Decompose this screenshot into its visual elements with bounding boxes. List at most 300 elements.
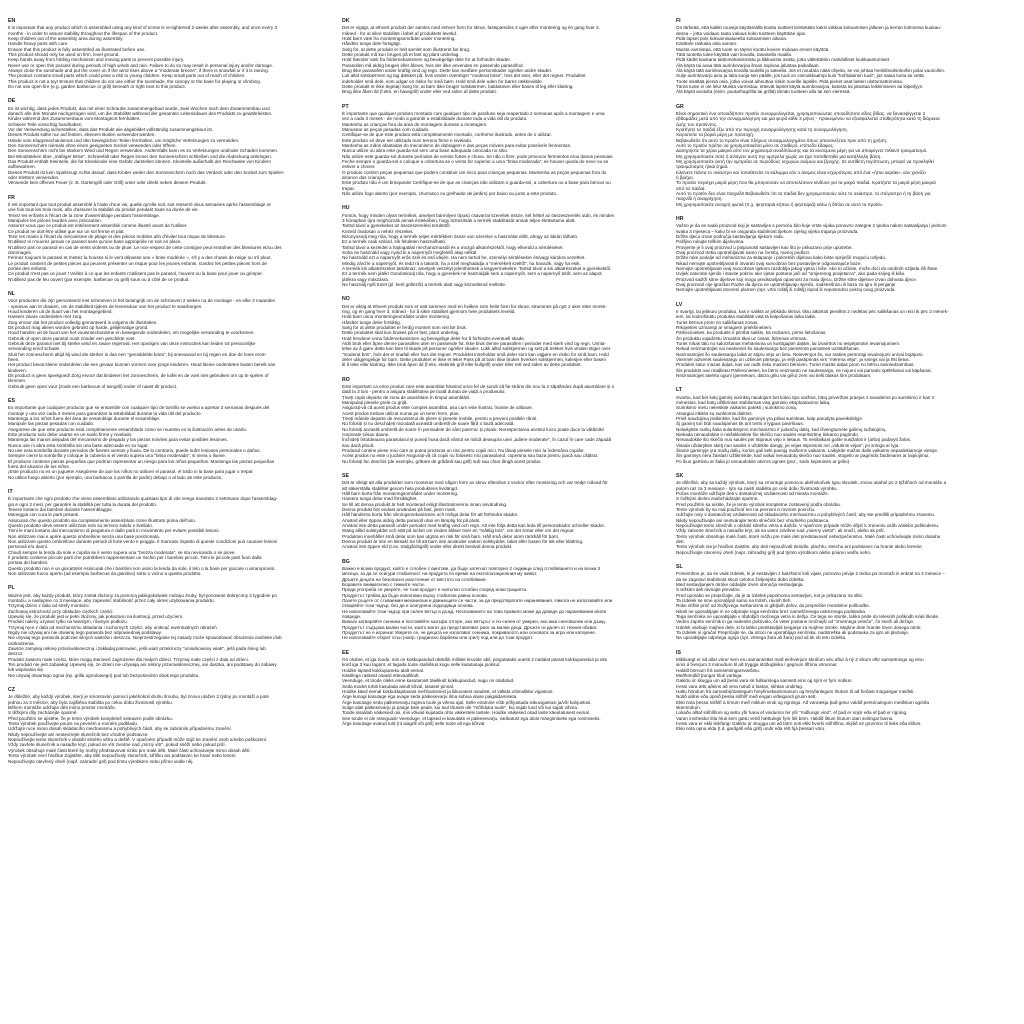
instruction-line: Nikoli ne uporabljajte in ne odpirajte tega senčnika brez nameščenega ustreznega podstavka. <box>676 608 867 614</box>
instruction-line: måned - for at sikre stabilitet i løbet af produktets levetid. <box>342 30 458 36</box>
instruction-line: Det er viktig at ethvert produkt som er satt sammen med en hvilken som helst form for skrue, strammes på nytt 2 uker etter monte- <box>342 303 607 309</box>
instruction-line: Prieš naudojimą įsitikinkite, kad šis gaminys yra pilnai surinktas, kaip parodyta paveikslėlyje. <box>676 415 864 421</box>
instruction-line: ζωής του προϊόντος. <box>676 121 718 127</box>
instruction-line: Držite ruke podalje od mehanizma za sklapanje i pokretnih dijelova kako biste spriječili moguću ozljedu. <box>676 255 887 261</box>
instruction-line: Ez a termék nem játék! Gondoskodj róla, hogy a gyerekek ne használják sem a napernyőt, sem a napernyő tetőt, sem az alapot <box>342 271 602 277</box>
language-code-heading: EE <box>342 649 349 656</box>
instruction-line: portée des enfants. <box>8 266 48 272</box>
instruction-line: oder Klettern verwenden. <box>8 175 60 180</box>
language-section-pl <box>8 585 330 678</box>
instruction-line: Manipule las piezas pesadas con cuidado. <box>8 421 95 427</box>
instruction-line: Varan inniheldur litla hluti sem gætu verið hættulegir fyrir lítil börn. Haldið litlum hlutum utan seilingar barna. <box>676 715 894 721</box>
instruction-line: Pred uporabo se prepričajte, da je ta izdelek popolnoma sestavljen, kot je prikazano na sliki. <box>676 592 863 598</box>
instruction-line: Hold hendene unna foldemekanismen og bevegelige deler for å forhindre eventuell skade. <box>342 335 526 341</box>
instruction-line: Не използвайте открит огън (напр. градинско барбекю или грил) под или до този продукт. <box>342 635 534 641</box>
instruction-line: Kinder während des Zusammenbaus vom Montageort fernhalten. <box>8 116 141 122</box>
instruction-line: Acest produs trebuie utilizat numai pe un teren ferm, plan. <box>342 410 460 416</box>
instruction-line: Ensure that this product is fully assembled as illustrated before use. <box>8 46 146 52</box>
instruction-line: Keep hands away from folding mechanism and moving parts to prevent possible injury. <box>8 57 185 63</box>
instruction-line: Tenere lontano dai bambini durante l'assemblaggio. <box>8 507 113 512</box>
language-code-heading: ES <box>8 398 15 405</box>
instruction-line: Je dôležité, aby sa každý výrobok, ktorý sa zmontuje pomocou akéhokoľvek typu skrutiek, znovu utiahol po 2 týždňoch od montáže a <box>676 480 947 486</box>
instruction-line: Muista varmistaa, että tuote on täysin koottu kuvien mukaan ennen käyttöä. <box>676 46 830 52</box>
instruction-line: Zorg ervoor dat het product volledig gemonteerd is volgens de illustraties. <box>8 319 158 325</box>
language-code-heading: BG <box>342 558 350 565</box>
instruction-line: Svarbu, kad bet kokį gaminį surinktą naudojant bet kokio tipo varžtus, būtų priveržtas praėjus 2 savaitėms po surinkimo ir kas 3 <box>676 394 934 400</box>
instruction-line: месеца, за да се осигури стабилност на продукта по време на експлоатационния му живот. <box>342 571 538 577</box>
instruction-line: Tega senčnika ne uporabljajte v obdobjih močnega vetra in dežja. Če tega ne storite, lahko pride do telesnih poškodb in/ali škode. <box>676 614 940 620</box>
instruction-line: Rīkojieties uzmanīgi ar smagiem priekšmetiem. <box>676 324 773 330</box>
instruction-line: Hold børn væk fra monteringsområdet under montering. <box>342 35 456 41</box>
instruction-line: aufbewahren. <box>8 164 36 170</box>
instruction-line: Visada uždarykite skėtį nuo saulės ir uždėkite dangtį, jei vėjas stipresnis nei „vidutinis vėjas", jei sninga ar lyja. <box>676 442 900 448</box>
instruction-line: Tätä tuotetta tulee käyttää vain kovalla, tasaisella maalla. <box>676 51 793 57</box>
instruction-line: Non utilizzare questo ombrellone durante periodi di forte vento e pioggia. Il mancato rispetto di queste condizioni può causare lesioni <box>8 539 278 545</box>
instruction-line: Parasollen må aldrig bruges eller åbnes, hvis der ikke anvendes en passende parasolfod. <box>342 62 524 68</box>
language-code-heading: NO <box>342 296 350 303</box>
instruction-line: Ce produit ne doit être utilisé que sur un sol ferme et plat. <box>8 228 125 234</box>
instruction-line: Χειριστείτε τα βαριά μέρη με προσοχή. <box>676 132 755 138</box>
instruction-line: Certifique-se de que este produto está completamente montado, conforme ilustrado, antes de o utilizar. <box>342 132 552 138</box>
language-code-heading: FR <box>8 194 15 201</box>
language-section-bg <box>342 559 664 641</box>
instruction-line: dommages. <box>8 249 33 255</box>
instruction-line: deszcz. <box>8 651 24 657</box>
language-section-fr <box>8 195 330 282</box>
language-code-heading: IT <box>8 489 13 496</box>
instruction-line: Meðhöndlið þungar hluti varlega. <box>676 673 743 678</box>
instruction-line: sinni á hverjum 3 mánuðum til að tryggja stöðugleika í gegnum líftíma vörunnar. <box>676 662 838 668</box>
instruction-line: Always close the sunshade and put the cover on if the wind rises above a "moderate breeze", if there is snowfall or if it is raining. <box>8 67 269 73</box>
instruction-line: játékra vagy mászásra. <box>342 276 390 282</box>
language-code-heading: GR <box>676 103 684 110</box>
instruction-line: Gakktu úr skugga um að þessi vara sé fullsamlega samsett eins og sýnt er fyrir notkun. <box>676 678 853 684</box>
instruction-line: Ärge kasutage avatud tuld (nt aiagrill või grill) selle toote all ega kõrval. <box>342 721 486 727</box>
language-code-heading: IS <box>676 649 681 656</box>
instruction-line: Nenaudokite šio skėčio nuo saulės per stipraus vėjo ir lietaus. To nesilaikant galite susižaloti ir (arba) padaryti žalos. <box>676 437 912 443</box>
instruction-line: Ne használj nyílt tüzet (pl. kerti grillezőt) a termék alatt vagy közvetlenül mellette. <box>342 282 507 288</box>
instruction-line: The product contains small parts which could pose a risk to young children. Keep small parts out of reach of children. <box>8 73 246 79</box>
instruction-line: Houd handen uit de buurt van het vouwmechanisme en bewegende onderdelen, om mogelijke verwonding te voorkomen. <box>8 330 255 336</box>
instruction-line: Pidä kädet kaukana taittomekanismista ja liikkuvista osista, jotta vältettäisiin mahdolliset loukkaantumiset. <box>676 57 891 63</box>
instruction-line: montażu, a następnie co 3 miesiące, aby zapewnić stabilność przez cały okres użytkowania produktu. <box>8 598 215 604</box>
instruction-line: Mantenga a los niños fuera del área de ensamblaje durante el ensamblaje. <box>8 415 161 421</box>
language-section-nl <box>8 291 330 389</box>
instruction-line: Ir svarīgi, lai jebkuru produktu, kas ir salikts ar jebkādu skrūvi, tiktu atkārtoti pievilkts 2 nedēļas pēc salikšanas un reizi ik pēc 3 mēneš- <box>676 308 949 314</box>
instruction-line: iem, lai nodrošinātu produkta stabilitāti visā tā kalpošanas laika laikā. <box>676 314 816 320</box>
language-code-heading: FI <box>676 18 681 24</box>
instruction-line: S těžkými díly zacházejte opatrně. <box>8 710 78 716</box>
language-section-fi <box>676 18 998 95</box>
instruction-line: Sulje aurinkovarjo aina ja laita suoja sen päälle, jos tuuli on voimakkaampi kuin "kohtalainen tuuli", jos sataa lunta tai vettä. <box>676 73 925 79</box>
instruction-line: Vždy zavřete slunečník a nasaďte kryt, pokud se vítr zvedne nad „mírný vítr", pokud sněží nebo pokud prší. <box>8 742 226 748</box>
instruction-line: Ważne jest, aby każdy produkt, który został złożony za pomocą jakiegokolwiek rodzaju śruby, był ponownie dokręcony 2 tygodnie po <box>8 592 277 598</box>
instruction-line: Μη χρησιμοποιείτε ποτέ ή ανοίγετε αυτή την ομπρέλα χωρίς να έχει τοποθετηθεί μια κατάλληλη βάση. <box>676 153 882 159</box>
column-left <box>8 18 330 1014</box>
instruction-line: Il est important que tout produit assemblé à l'aide d'une vis, quelle qu'elle soit, soit resserré deux semaines après l'assemblage et <box>8 201 271 207</box>
instruction-line: Asigurați-vă că acest produs este complet asamblat, așa cum este ilustrat, înainte de utilizare. <box>342 405 533 411</box>
instruction-line: Med sestavljanjem otroke oddaljite izven območja sestavljanja. <box>676 581 804 587</box>
instruction-line: Este important ca orice produs care este asamblat folosind orice fel de șurub să fie strâns din nou la 2 săptămâni după asamblare și o <box>342 383 615 389</box>
instruction-line: Pažljivo rukujte teškim dijelovima. <box>676 239 745 245</box>
instruction-line: Gebruik geen open vuur (zoals een barbecue of tuingrill) onder of naast dit product. <box>8 383 178 389</box>
instruction-line: Mantenga las manos alejadas del mecanismo de plegado y las piezas móviles para evitar posibles lesiones. <box>8 437 228 443</box>
instruction-line: Během montáže udržujte děti mimo prostor montáže. <box>8 705 117 711</box>
instruction-line: potom raz za 3 mesiace - tým sa zaistí stabilita po celú dobu životnosti výrobku. <box>676 485 838 491</box>
language-section-no <box>342 296 664 367</box>
instruction-line: Pidä lapset pois kokoamisalueelta kokoamisen aikana. <box>676 35 788 41</box>
language-section-de <box>8 98 330 185</box>
language-code-heading: NL <box>8 291 15 298</box>
instruction-line: Tenez les enfants à l'écart de la zone d'assemblage pendant l'assemblage. <box>8 212 161 218</box>
instruction-line: Ärge kasutage seda päikesevarju tugeva tuule ja vihma ajal. Selle eiramine võib põhjustada isikuvigastusi ja/või kahjustusi. <box>342 699 592 705</box>
instruction-line: Nie używaj tego parasola podczas silnych wiatrów i deszczu. Nieprzestrzeganie tej zasady może spowodować obrażenia osobiste i/lub <box>8 635 282 641</box>
instruction-line: Não utilize este guarda-sol durante períodos de ventos fortes e chuva. Se não o fizer, pode provocar ferimentos e/ou danos pessoais. <box>342 153 614 159</box>
instruction-line: Je důležité, aby každý výrobek, který je smontován pomocí jakéhokoli druhu šroubu, byl znovu utažen 2 týdny po montáži a poté <box>8 694 269 700</box>
language-section-ro <box>342 377 664 464</box>
instruction-line: Nu folosiți și nu deschideți niciodată această umbrelă de soare fără o bază adecvată. <box>342 421 515 427</box>
instruction-line: Denna produkt är inte en leksak! Se till att barn inte använder varken solskyddet, taket eller basen för lek eller klättring. <box>342 539 584 545</box>
instruction-line: Είναι σημαντικό ένα οποιοδήποτε προϊόν συναρμολογείται, χρησιμοποιώντας οποιοδήποτε είδος βίδας, να ξανασφίγγεται 2 <box>676 110 926 116</box>
language-section-it <box>8 489 330 576</box>
instruction-line: Винаги затваряйте сенника и поставяйте калъфа отгоре, ако вятърът е по-силен от умерен, ако има снеговалеж или дъжд. <box>342 619 606 625</box>
instruction-line: Nu folosiți această umbrelă de soare în perioadele de vânt puternic și ploaie. Nerespectarea acestui lucru poate duce la vătămări <box>342 426 604 432</box>
instruction-line: Lokaðu alltaf sólhlífinni og settu yfir hana ef vindurinn fer yfir "miðlungs vind", ef það er snjór eða ef það er rigning. <box>676 710 908 716</box>
instruction-line: Kezeld óvatosan a nehéz részeket. <box>342 228 414 234</box>
instruction-line: Važno je da se svaki proizvod koji je sastavljen s pomoću bilo koje vrste vijaka ponovno zategne 2 tjedna nakon sastavljanja i jednom <box>676 223 947 229</box>
instruction-line: Tieni le mani lontano dal meccanismo di piegatura e dalle parti in movimento per evitare possibili lesioni. <box>8 528 220 534</box>
instruction-line: Þessi vara er ekki leikfang! Gakktu úr skugga um að börn noti ekki hvorki sólhlífina, skýlið né grunninn til leiks eða klifurs. <box>676 721 922 727</box>
instruction-line: Μη χρησιμοποιείτε αυτή την ομπρέλα σε περιόδους ισχυρών ανέμων και βροχής. Σε αντίθετη περίπτωση, μπορεί να προκληθεί <box>676 158 934 164</box>
instruction-line: Het product bevat kleine onderdelen die een gevaar kunnen vormen voor jonge kinderen. Houd kleine onderdelen buiten bereik van <box>8 362 276 368</box>
instruction-line: Pārliecinieties, ka produkts ir pilnībā salikts, kā redzams, pirms lietošanas. <box>676 330 827 336</box>
instruction-line: Den Sonnenschirm niemals ohne einen geeigneten Sockel verwenden oder öffnen. <box>8 142 177 148</box>
language-code-heading: PL <box>8 585 15 592</box>
instruction-line: No utilice fuego abierto (por ejemplo, una barbacoa o parrilla de jardín) debajo o al lado de este producto. <box>8 474 223 480</box>
instruction-line: Brug ikke parasollen under kraftig vind og regn. Dette kan medføre personskader og/eller andre skader. <box>342 67 553 73</box>
instruction-line: Βεβαιωθείτε ότι αυτό το προϊόν είναι πλήρως συναρμολογημένο όπως απεικονίζεται πριν από τη χρήση. <box>676 137 888 143</box>
instruction-line: Κλείνετε πάντα το σκίαστρο και τοποθετείτε το κάλυμμα εάν ο άνεμος είναι ισχυρότερος από ένα «ήπιο αεράκι», εάν χιονίζει <box>676 169 926 175</box>
instruction-line: Este producto solo debe usarse en un suelo firme y nivelado. <box>8 432 133 438</box>
instruction-line: Nepoužívajte otvorený oheň (napr. záhradný gril) pod týmto výrobkom alebo priamo vedľa neho. <box>676 549 872 555</box>
instruction-line: Produkt zawiera małe części, które mogą stanowić zagrożenie dla małych dzieci. Trzymaj małe części z dala od dzieci. <box>8 656 250 662</box>
instruction-line: detí. <box>676 539 685 545</box>
instruction-line: Nikad nemojte upotrebljavati ili otvarati ovaj suncobran bez postavljene odgovarajuće baze. <box>676 260 862 266</box>
instruction-line: une fois tous les trois mois, afin d'assurer la stabilité du produit pendant toute sa durée de vie. <box>8 207 199 213</box>
instruction-line: Proizvod sadrži sitne dijelove koji mogu predstavljati opasnost za malu djecu. Držite sitne dijelove izvan dohvata djece. <box>676 276 918 282</box>
instruction-line: Ne uporabljajte odprtega ognja (npr. vrtnega žara ali žara) pod ali tik ob tem izdelku. <box>676 635 847 641</box>
instruction-line: Nekad neizmantojiet vai neatveriet šo saulessargu bez piemērota pamatnes uzstādīšanas. <box>676 346 860 352</box>
instruction-line: Älä käytä tätä aurinkovarjoa kovalla tuulella ja sateella. Jos et noudata näitä ohjeita, se voi johtaa henkilövahinkoihin ja/tai vaurioihin. <box>676 67 946 73</box>
instruction-line: Sørg for, at dette produkt er helt samlet som illustreret før brug. <box>342 46 471 52</box>
instruction-line: Tenir les mains à l'écart du mécanisme de pliage et des pièces mobiles afin d'éviter tout risque de blessure. <box>8 233 227 239</box>
instruction-line: Keep children out of the assembly area during assembly. <box>8 35 124 41</box>
instruction-line: heen. <box>8 357 20 363</box>
instruction-line: Assurez-vous que ce produit est entièrement assemblé comme illustré avant de l'utiliser. <box>8 223 188 229</box>
instruction-line: Tento výrobok obsahuje malé časti, ktoré môžu pre malé deti predstavovať nebezpečenstvo. Malé časti uchovávajte mimo dosahu <box>676 533 941 539</box>
instruction-line: Nigdy nie używaj ani nie otwieraj tego parasola bez odpowiedniej podstawy. <box>8 630 162 636</box>
instruction-line: Dette produktet skal kun brukes på et fast, plant underlag. <box>342 330 460 336</box>
language-code-heading: RO <box>342 376 350 383</box>
instruction-line: Vždy zatvorte slnečník a nasaďte kryt, ak sa vietor zdvihne nad „mierny vietor", ak sneží, alebo ak prší. <box>676 528 885 534</box>
language-section-en <box>8 18 330 89</box>
instruction-line: corporale și/sau daune. <box>342 432 390 438</box>
instruction-line: svaka 3 mjeseca – kako bi se osigurala stabilnost tijekom cijelog vijeka trajanja proizvoda. <box>676 228 859 234</box>
instruction-line: Fontos, hogy minden olyan terméket, amelyet bármilyen típusú csavarral szereltek össze, két héttel az összeszerelés után, és minden <box>342 212 615 218</box>
instruction-line: Provjerite je li ovaj proizvod u potpunosti sastavljen kao što je prikazano prije upotrebe. <box>676 244 853 250</box>
instruction-line: Μη χρησιμοποιείτε ανοιχτή φωτιά (π.χ. ψησταριά κήπου ή ψησταριά) κάτω ή δίπλα σε αυτό το προϊόν. <box>676 201 884 207</box>
instruction-line: ή βρέχει. <box>676 175 694 180</box>
language-section-ee <box>342 650 664 727</box>
instruction-line: Închideți întotdeauna parasolarul și puneți husa dacă vântul se ridică deasupra unei „adiere moderate", în cazul în care cade zăpadă <box>342 437 612 443</box>
instruction-line: Držite djecu izvan područja sastavljanja tijekom rada. <box>676 233 785 239</box>
instruction-line: εβδομάδες μετά από την συναρμολόγηση και μια φορά κάθε 3 μήνες - προκειμένου να εξασφαλιστεί σταθερότητα κατά τη διάρκεια <box>676 116 940 122</box>
instruction-line: Tuote sisältää pieniä osia, jotka voivat aiheuttaa riskin nuorille lapsille. Pidä pienet osat lasten ulottumattomissa. <box>676 78 904 84</box>
instruction-line: Produkts satur mazas daļas, kas var radīt risku maziem bērniem. Turiet mazās daļas prom no bērnu sasniedzamības. <box>676 362 915 368</box>
instruction-line: Po šiuo gaminiu ar šalia jo nenaudokite atviros ugnies (pvz., sodo kepsninės ar grilio). <box>676 458 851 464</box>
instruction-line: Använd inte öppen eld (t.ex. trädgårdsgrill) under eller direkt bredvid denna produkt. <box>342 544 513 550</box>
instruction-line: dessa – jotta voidaan taata vakaus koko tuotteen käyttöiän ajan. <box>676 30 807 36</box>
instruction-line: kord iga 3 kuu tagant, et tagada toote stabiilsus kogu selle kasutusaja jooksul. <box>342 662 501 668</box>
instruction-line: Výrobek obsahuje malé části které by mohly představovat riziko pro malé děti. Malé části uchovávejte mimo dosah dětí. <box>8 747 251 753</box>
instruction-line: повреди. <box>342 614 362 620</box>
instruction-line: See toode ei ole mänguasi! Veenduge, et lapsed ei kasutaks ei päikesevarju, varikatust ega alust mängimiseks ega ronimiseks. <box>342 715 601 721</box>
instruction-line: Nie używaj otwartego ognia (np. grilla ogrodowego) pod lub bezpośrednio obok tego produktu. <box>8 672 200 678</box>
instruction-line: Zawsze zamykaj osłonę przeciwsłoneczną i zakładaj pokrowiec, jeśli wiatr przekroczy "umiarkowany wiatr", jeśli pada śnieg lub <box>8 646 266 652</box>
instruction-line: vez a cada 3 meses - de modo a garantir a estabilidade durante toda a vida útil do produto. <box>342 116 528 122</box>
language-code-heading: DK <box>342 18 350 24</box>
instruction-line: montaje y una vez cada 3 meses para garantizar la estabilidad durante la vida útil del producto. <box>8 410 202 416</box>
language-code-heading: LT <box>676 387 682 394</box>
instruction-line: fuera del alcance de los niños. <box>8 464 71 470</box>
instruction-line: Trzymaj dzieci z dala od strefy montażu. <box>8 603 90 609</box>
instruction-line: Assicurati che questo prodotto sia completamente assemblato come illustrato prima dell'uso. <box>8 517 197 523</box>
instruction-line: Upewnij się, że produkt jest w pełni złożony, jak pokazano na ilustracji, przed użyciem. <box>8 614 184 620</box>
instruction-line: Käsitlege raskeid osasid ettevaatlikult. <box>342 673 420 678</box>
instruction-line: ¡Este producto no es un juguete! Asegúrese de que los niños no utilicen el parasol, el toldo ni la base para jugar o trepar. <box>8 469 254 475</box>
instruction-line: Non utilizzare fuoco aperto (ad esempio barbecue da giardino) sotto o vicino a questo prodotto. <box>8 571 202 577</box>
instruction-line: È importante che ogni prodotto che viene assemblato utilizzando qualsiasi tipo di vite venga riavvitato 2 settimane dopo l'assemblag- <box>8 496 278 502</box>
instruction-line: Hold barn unna monteringsområdet under montering. <box>342 314 451 320</box>
instruction-line: Det är viktigt att alla produkter som monteras med någon form av skruv efterdras 2 veckor efter montering och var tredje månad för <box>342 480 608 486</box>
instruction-line: S ťažkými dielmi zaobchádzajte opatrne. <box>676 496 759 502</box>
instruction-line: N'utilisez pas ce parasol en cas de vents violents ou de pluie. Le non-respect de cette consigne peut entraîner des blessures et/ou des <box>8 244 282 250</box>
instruction-line: att säkerställa stabilitet genom hela produktens livslängd. <box>342 485 459 491</box>
instruction-line: Fermez toujours le parasol et mettez la housse si le vent dépasse une « brise modérée », s'il y a des chutes de neige ou s'il pleut. <box>8 255 272 261</box>
instruction-line: Dieses Produkt ist kein Spielzeug! Achte darauf, dass Kinder weder den Sonnenschirm noch das Verdeck oder den Sockel zum Spielen <box>8 169 284 175</box>
instruction-line: Stäng alltid solskyddet och sätt på locket om vinden blåser över en "måttlig bris", om det snöar eller om det regnar. <box>342 528 575 534</box>
language-code-heading: LV <box>676 301 683 308</box>
instruction-line: Es ist wichtig, dass jedes Produkt, das mit einer Schraube zusammengebaut wurde, zwei Wochen nach dem Zusammenbau und <box>8 105 270 111</box>
instruction-line: A termék kis alkatrészeket tartalmaz, amelyek veszélyt jelenthetnek a kisgyermekekre. Tartsd távol a kis alkatrészeket a gyerekektől. <box>342 266 612 272</box>
instruction-line: Se till att denna produkt är helt monterad enligt illustrationerna innan användning. <box>342 501 508 507</box>
instruction-line: Hoidke lapsed kokkupaneku alalt eemal. <box>342 667 425 673</box>
language-code-heading: PT <box>342 103 349 110</box>
instruction-line: Nikdy nepoužívajte ani neotvárajte tento slnečník bez vhodného podstavca. <box>676 517 830 523</box>
column-right <box>676 18 998 1014</box>
instruction-line: Este produto não é um brinquedo! Certifique-se de que as crianças não utilizam o guarda-sol, a cobertura ou a base para brincar ou <box>342 180 611 186</box>
instruction-line: It is important that any product which is assembled using any kind of screw is re-tightened 2 weeks after assembly, and once every 3 <box>8 25 278 31</box>
instruction-line: mėnesius, kad būtų užtikrintas stabilumas visą gaminio eksploatavimo laiką. <box>676 399 831 405</box>
instruction-line: Le produit contient de petites pièces qui peuvent présenter un risque pour les jeunes enfants. Gardez les petites pièces hors de <box>8 260 267 266</box>
instruction-line: Tartsd távol a gyerekeket az összeszerelési területtől. <box>342 223 451 229</box>
instruction-line: από τα παιδιά. <box>676 185 706 191</box>
instruction-line: Nemojte upotrebljavati otvoreni plamen (npr. vrtni roštilj ili roštilj) ispod ili neposredno pokraj ovog proizvoda. <box>676 287 896 293</box>
instruction-line: Αυτό το προϊόν δεν είναι παιχνίδι! Βεβαιωθείτε ότι τα παιδιά δεν χρησιμοποιούν ούτε το σκίαστρο, το στέγαστρο ή τη βάση για <box>676 191 931 197</box>
language-code-heading: SL <box>676 564 683 571</box>
instruction-line: alcance das crianças. <box>342 175 387 180</box>
instruction-line: Ta izdelek se sme uporabljati samo na trdnih, ravnih tleh. <box>676 598 792 604</box>
instruction-line: Hantera tunga delar med försiktighet. <box>342 496 418 502</box>
instruction-line: months - in order to assure stability throughout the lifespan of the product. <box>8 30 159 36</box>
instruction-line: da se zagotovi stabilnost skozi celotno življenjsko dobo izdelka. <box>676 576 805 582</box>
instruction-line: Hoidke käed eemal kokkuklapitavast mehhanismist ja liikuvatest osadest, et vältida võimalikke vigastusi. <box>342 689 554 695</box>
instruction-line: Håndter tunge dele forsigtigt. <box>342 41 401 47</box>
instruction-line: Zachowaj ostrożność przy obsłudze ciężkich części. <box>8 608 114 614</box>
instruction-line: deler utilgjengelige for barn. Dette produktet er ikke et leke! Pass på at barn ikke bruker hverken solskjermen, kalesjen eller basen <box>342 357 607 363</box>
instruction-line: Bizonyosodj meg róla, hogy a termék teljes mértékben össze van szerelve a használat előtt, ahogy az ábrán látható. <box>342 233 579 239</box>
instruction-line: Преди употреба се уверете, че този продукт е напълно сглобен според илюстрацията. <box>342 587 528 593</box>
language-section-es <box>8 398 330 480</box>
instruction-line: Nemojte upotrebljavati ovaj suncobran tijekom razdoblja jakog vjetra i kiše. Ako to učinite, može doći do osobnih ozljeda i/ili štete. <box>676 266 939 272</box>
language-code-heading: DE <box>8 98 16 105</box>
instruction-line: Veenduge, et toode oleks enne kasutamist täielikult kokkupandud, nagu on näidatud. <box>342 678 515 684</box>
instruction-line: Udržujte ruky v dostatočnej vzdialenosti od skladacieho mechanizmu a pohyblivých častí, aby ste predišli prípadnému zraneniu. <box>676 512 936 518</box>
instruction-line: Questo prodotto non è un giocattolo! Assicurati che i bambini non usino la tenda da sole, il telo o la base per giocare o arrampicarsi. <box>8 565 276 571</box>
instruction-line: Notið aldrei eða opnið þessa sólhlíf með engan viðeigandi grunn sett. <box>676 694 817 700</box>
instruction-line: Mantenha as crianças fora da área de montagem durante a montagem. <box>342 121 488 127</box>
instruction-line: - opnieuw aan te draaien, om de stabiliteit tijdens de levensduur van het product te waarborgen. <box>8 303 203 309</box>
language-section-pt <box>342 104 664 197</box>
instruction-line: til å leke eller klatring. Ikke bruk åpen ild (f.eks. elektrisk grill eller kullgrill) under eller rett ved siden av dette produktet. <box>342 362 582 368</box>
instruction-line: Feche sempre o guarda-sol e coloque a cobertura se o vento for superior a uma "brisa moderada", se houver queda de neve ou se <box>342 158 609 164</box>
instruction-line: N'utilisez ni n'ouvrez jamais ce parasol sans qu'une base appropriée ne soit en place. <box>8 239 182 245</box>
instruction-line: Mantenha as mãos afastadas do mecanismo de dobragem e das peças móveis para evitar possíveis ferimentos. <box>342 142 572 148</box>
instruction-line: Dette produkt må kun bruges på et fast og plant underlag. <box>342 51 460 57</box>
instruction-line: Nunca use ni abra esta sombrilla sin una base adecuada en su lugar. <box>8 442 149 448</box>
instruction-line: Pomembno je, da se vsak izdelek, ki je sestavljen z kakršnimi koli vijaki, ponovno privije 2 tedna po montaži in enkrat na 3 mesece – <box>676 571 945 577</box>
instruction-line: telse av å gjøre dette kan føre til skade på personer og/eller skader. Lukk alltid solskjermen og sett på trekket hvis vinden stiger over <box>342 346 611 352</box>
instruction-line: Hold hænder væk fra foldemekanismen og bevægelige dele for at forhindre skader. <box>342 57 512 63</box>
instruction-line: O produto contém peças pequenas que podem constituir um risco para crianças pequenas. Mantenha as peças pequenas fora do <box>342 169 607 175</box>
instruction-line: Brug ikke åben ild (f.eks. en havegrill) under eller ved siden af dette produkt. <box>342 89 497 95</box>
instruction-line: 3 hónapban újra meghúzzák annak érdekében, hogy biztosítsák a termék stabilitását annak teljes élettartama alatt. <box>342 217 576 223</box>
instruction-line: estiver a chover. <box>342 164 376 170</box>
instruction-line: Διατηρήστε τα χέρια μακριά από τον μηχανισμό αναδίπλωσης και τα κινούμενα μέρη για να αποφύγετε πιθανό τραυματισμό. <box>676 148 928 154</box>
instruction-line: Neizmantojiet šo saulessargu laikā ar stipru vēju un lietu. Neievērojot šo, var rasties personīgi ievainojumi un/vai bojājumi. <box>676 351 924 357</box>
language-code-heading: CZ <box>8 687 15 694</box>
instruction-line: Не използвайте този чадър при силен вятър и дъжд. Неспазването на това правило може да доведе до наранявания и/или <box>342 608 607 614</box>
instruction-line: Trzymaj ręce z dala od mechanizmu składania i ruchomych części, aby uniknąć ewentualnych obrażeń. <box>8 624 218 630</box>
instruction-line: Το προϊόν περιέχει μικρά μέρη που θα μπορούσαν να αποτελέσουν κίνδυνο για τα μικρά παιδιά. Κρατήστε τα μικρά μέρη μακριά <box>676 180 936 186</box>
instruction-line: παιχνίδι ή αναρρίχηση. <box>676 196 723 202</box>
instruction-line: Þessi vara ætti aðeins að vera notuð á fastan, sléttan undirlag. <box>676 683 804 689</box>
instruction-line: "moderat bris", hvis det er snøfall eller hvis det regner. Produktet inneholder små deler som kan utgjøre en risiko for små barn. Hold <box>342 351 609 357</box>
instruction-line: Vedno zaprite senčnik in ga nadenite pokrivalo, če veter postane močnejši od "zmernega vetriča", če sneži ali dežuje. <box>676 619 915 625</box>
instruction-line: Ta izdelek ni igrača! Prepričajte se, da otroci ne uporabljajo senčnika, nadstreška ali podstavka za igro ali plezanje. <box>676 630 910 636</box>
instruction-line: Țineți copiii departe de zona de asamblare în timpul asamblării. <box>342 394 471 400</box>
instruction-line: Älä käytä tai avaa tätä aurinkovarjoa ilman sopivaa jalustaa paikallaan. <box>676 62 820 68</box>
instruction-line: Tento výrobek používejte pouze na pevném a rovném podkladu. <box>8 721 139 727</box>
column-middle <box>342 18 664 1014</box>
instruction-line: Håndter tunge deler forsiktig. <box>342 319 401 325</box>
language-section-cz <box>8 687 330 764</box>
instruction-line: portata dei bambini. <box>8 560 49 566</box>
instruction-line: Dit product mag alleen worden gebruikt op harde, gelijkmatige grond. <box>8 324 149 330</box>
instruction-line: Tento výrobok nie je hračka! Zaistite, aby deti nepoužívali tienidlo, plachtu, strechu ani podstavec na hranie alebo lezenie. <box>676 544 923 550</box>
instruction-line: Ekki nota þessa sólhlíf á tímum með miklum vindi og rigningu. Að vanrækja það getur valdið persónulegum meiðslum og/eða <box>676 699 930 705</box>
instruction-line: Пазете ръцете от сгъваемия механизъм и движещите се части, за да предотвратите наранявания. Никога не използвайте или <box>342 598 613 604</box>
instruction-line: Ekki nota opna elda (t.d. garðgrill eða grill) undir eða rétt hjá þessari vöru. <box>676 726 826 732</box>
instruction-line: Non utilizzare mai e aprire questo ombrellone senza una base posizionata. <box>8 533 160 539</box>
instruction-line: Šo produktu vajadzētu izmantot tikai uz cietas, līdzenas virsmas. <box>676 335 808 341</box>
instruction-line: Manusear as peças pesadas com cuidado. <box>342 126 430 132</box>
instruction-line: Tento výrobok by sa mal používať len na pevnom a rovnom povrchu. <box>676 507 816 512</box>
instruction-line: dată la 3 luni - pentru a asigura stabilitatea pe toată durata de viață a produsului. <box>342 389 506 395</box>
instruction-line: Aldri bruk eller åpne denne parasollen uten en passende fot. Ikke bruk denne parasollen i perioder med sterk vind og regn. Unnla- <box>342 341 606 346</box>
instruction-line: Houd kinderen uit de buurt van het montagegebied. <box>8 308 113 314</box>
instruction-line: On tärkeää, että kaikki ruuveja käyttämällä koottu tuotteet kiristetään kaksi viikkoa kokoamisen jälkeen ja kerran kolmessa kuukau- <box>676 25 942 31</box>
instruction-line: Acest produs nu este o jucărie! Asigurați-vă că copiii nu folosesc nici parasolarul, copertina sau baza pentru joacă sau cățărat. <box>342 453 599 459</box>
instruction-line: τραυματισμός ή/και ζημιά. <box>676 164 729 170</box>
instruction-line: Voor producten die zijn gemonteerd met schroeven is het belangrijk om de schroeven 2 weken na de montage - en elke 3 maanden <box>8 298 276 304</box>
language-section-gr <box>676 104 998 207</box>
instruction-line: Il prodotto contiene piccole parti che potrebbero rappresentare un rischio per i bambini piccoli. Tieni le piccole parti fuori dalla <box>8 555 262 561</box>
instruction-line: Produkten innehåller små delar som kan utgöra en risk för små barn. Håll små delar utom räckhåll för barn. <box>342 533 560 539</box>
instruction-line: Nepoužívejte otevřený oheň (např. zahradní gril) pod tímto výrobkem nebo přímo vedle něj. <box>8 758 194 764</box>
instruction-line: Produkt należy używać tylko na twardym, równym podłożu. <box>8 619 128 625</box>
instruction-line: Šį gaminį turi būti naudojamas tik ant tvirto ir lygaus paviršiaus. <box>676 421 804 427</box>
instruction-line: Es importante que cualquier producto que se ensamble con cualquier tipo de tornillo se vuelva a apretar 2 semanas después del <box>8 405 270 411</box>
instruction-line: Maneggia con cura le parti pesanti. <box>8 512 80 518</box>
instruction-line: Dit product is geen speelgoed! Zorg ervoor dat kinderen het zonnescherm, de luifel en de voet niet gebruiken om op te spelen of <box>8 373 269 379</box>
instruction-line: Uvijek zatvorite sjenilo i stavite pokrov ako vjetar postane jači od "umjerenog povjetarca", ako pada snijeg ili kiša. <box>676 271 906 277</box>
instruction-line: Den Sonnenschirm nicht bei starkem Wind und Regen verwenden. Andernfalls kann es zu Verletzungen und/oder Schäden kommen. <box>8 148 279 154</box>
instruction-line: sau dacă plouă. <box>342 442 375 448</box>
instruction-line: Det er vigtigt, at ethvert produkt der samles med enhver form for skrue, fastspændes 2 uger efter montering og én gang hver 3. <box>342 25 600 31</box>
instruction-line: Siempre cierre la sombrilla y coloque la cubierta si el viento supera una "brisa moderada", si nieva o llueve. <box>8 453 227 459</box>
instruction-line: Κρατήστε τα παιδιά έξω από την περιοχή συναρμολόγησης κατά τη συναρμολόγηση. <box>676 126 848 132</box>
instruction-line: Älä käytä avotulta (esim. puutarhagrilliä tai grilliä) tämän tuotteen alla tai sen vieressä. <box>676 89 851 95</box>
instruction-line: Håll barn borta från monteringsområdet under montering. <box>342 490 459 496</box>
instruction-line: Šiame gaminyje yra mažų dalių, kurios gali kelti pavojų mažiems vaikams. Laikykite mažas dalis vaikams nepasiekiamoje vietoje. <box>676 448 939 454</box>
language-section-se <box>342 473 664 550</box>
instruction-line: trepar. <box>342 185 356 191</box>
instruction-line: Haldið börnum frá samsetningarsvæðinu. <box>676 667 761 673</box>
instruction-line: Țineți mâinile departe de mecanismul de pliere și piesele mobile, pentru a preveni posibile răniri. <box>342 415 538 421</box>
instruction-line: skemmdum. <box>676 705 702 711</box>
instruction-line: Mindig zárd le a napernyőt, és tedd rá a takarót, ha a szél meghaladja a "mérsékelt szellőt", ha havazik, vagy ha esik. <box>342 260 581 266</box>
instruction-line: Počas montáže udržujte deti v dostatočnej vzdialenosti od miesta montáže. <box>676 490 829 496</box>
instruction-line: Боравете внимателно с тежките части. <box>342 581 425 587</box>
language-code-heading: SK <box>676 473 684 480</box>
instruction-line: Ovaj proizvod treba upotrebljavati samo na čvrstoj, ravnoj podlozi. <box>676 249 811 255</box>
instruction-line: jednou za 3 měsíce, aby byla zajištěna stabilita po celou dobu životnosti výrobku. <box>8 699 173 705</box>
instruction-line: Roke držite proč od zložljivega mehanizma in gibljivih delov, da preprečite morebitne poškodbe. <box>676 603 870 609</box>
instruction-line: Dieses Produkt sollte nur auf festem, ebenem Boden verwendet werden. <box>8 132 156 138</box>
instruction-line: Turiet rokas tālu no salocīšanas mehānisma un kustīgajām daļām, lai izvairītos no iespējamām ievainojumiem. <box>676 341 901 346</box>
instruction-line: Ce produit n'est pas un jouet ! Veillez à ce que les enfants n'utilisent pas le parasol, l'auvent ou la base pour jouer ou grimper. <box>8 271 263 277</box>
instruction-line: Hände vom Klappmechanismus und den beweglichen Teilen fernhalten, um mögliche Verletzungen zu vermeiden. <box>8 137 240 143</box>
instruction-line: Chiudi sempre la tenda da sole e coprila se il vento supera una "brezza moderata", se sta nevicando o se piove. <box>8 549 236 555</box>
language-section-dk <box>342 18 664 95</box>
instruction-line: Před použitím se ujistěte, že je tento výrobek kompletně sestaven podle obrázku. <box>8 715 173 721</box>
instruction-line: This product is not a toy! Ensure that children do not use either the sunshade, the canopy or the base for playing or climbing. <box>8 78 262 84</box>
instruction-line: Soha ne használd vagy nyisd ki a napernyőt megfelelő alap nélkül. <box>342 249 478 255</box>
instruction-line: verwonding en/of schade. <box>8 346 61 352</box>
instruction-line: ring, og én gang hver 3. måned - for å sikre stabilitet gjennom hele produktets levetid. <box>342 308 516 314</box>
instruction-line: Дръжте децата на безопасно разстояние от мястото на сглобяване. <box>342 576 487 582</box>
